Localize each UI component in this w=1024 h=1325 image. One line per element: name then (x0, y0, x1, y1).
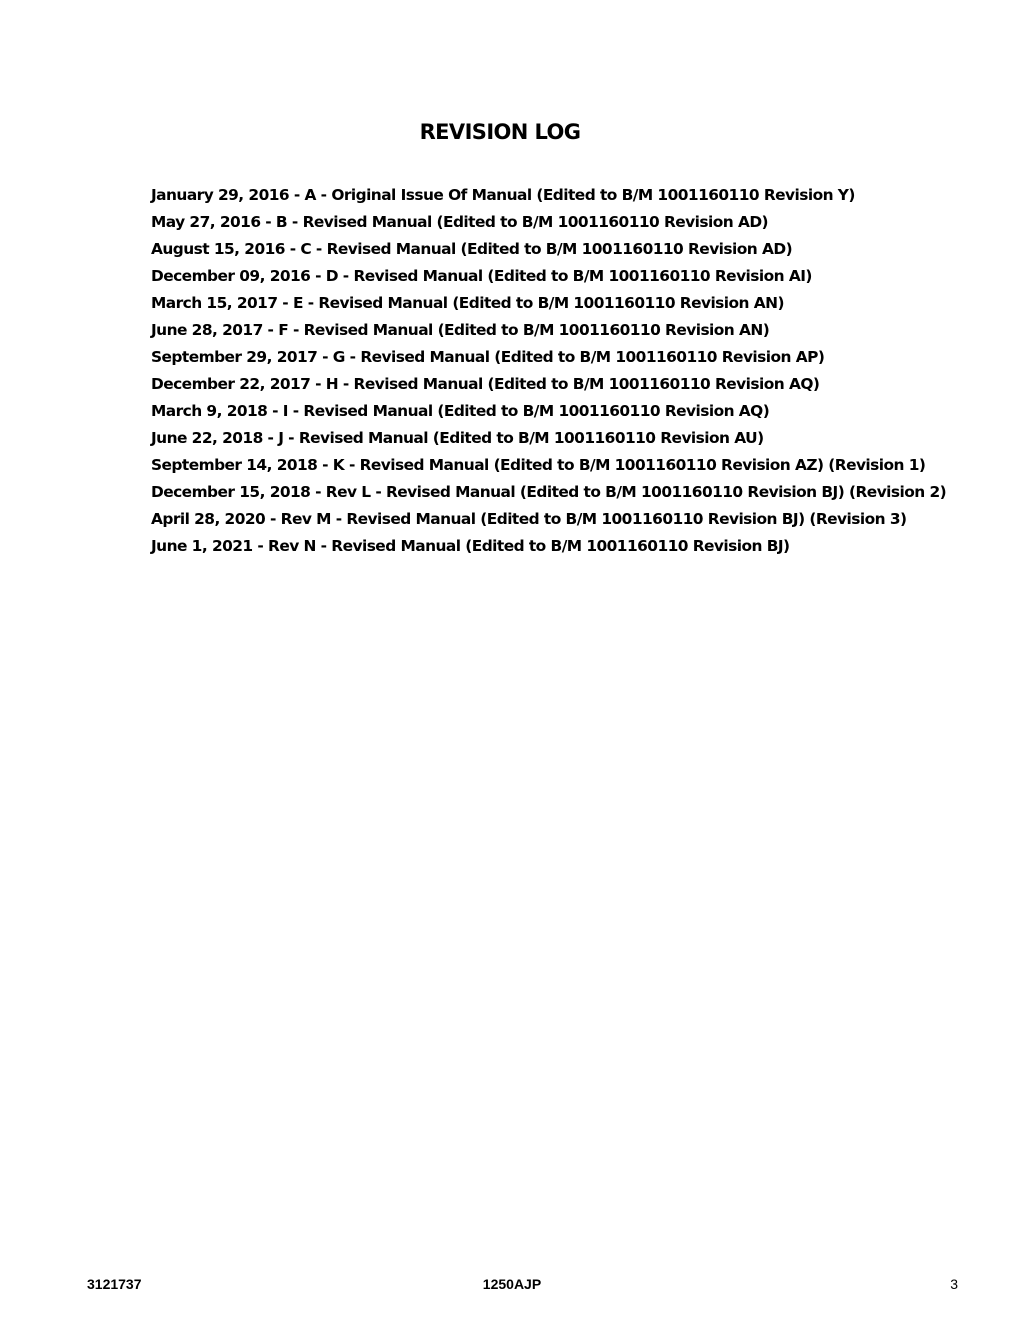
revision-entry: September 29, 2017 - G - Revised Manual (Edited to B/M 1001160110 Revision AP) (151, 348, 825, 366)
revision-entry: December 22, 2017 - H - Revised Manual (Edited to B/M 1001160110 Revision AQ) (151, 375, 820, 393)
footer-doc-number: 3121737 (87, 1276, 142, 1292)
revision-entry: December 09, 2016 - D - Revised Manual (Edited to B/M 1001160110 Revision AI) (151, 267, 812, 285)
revision-entry: June 1, 2021 - Rev N - Revised Manual (Edited to B/M 1001160110 Revision BJ) (151, 537, 790, 555)
revision-entry: December 15, 2018 - Rev L - Revised Manual (Edited to B/M 1001160110 Revision BJ) (Revision 2) (151, 483, 947, 501)
revision-entry: March 15, 2017 - E - Revised Manual (Edited to B/M 1001160110 Revision AN) (151, 294, 784, 312)
revision-entry: June 28, 2017 - F - Revised Manual (Edited to B/M 1001160110 Revision AN) (151, 321, 770, 339)
revision-entry: April 28, 2020 - Rev M - Revised Manual (Edited to B/M 1001160110 Revision BJ) (Revision 3) (151, 510, 907, 528)
revision-entry: August 15, 2016 - C - Revised Manual (Edited to B/M 1001160110 Revision AD) (151, 240, 793, 258)
revision-entry: September 14, 2018 - K - Revised Manual (Edited to B/M 1001160110 Revision AZ) (Revision 1) (151, 456, 926, 474)
revision-log-list (151, 182, 946, 560)
page-title: REVISION LOG (419, 120, 581, 144)
revision-entry: June 22, 2018 - J - Revised Manual (Edited to B/M 1001160110 Revision AU) (151, 429, 764, 447)
footer-model: 1250AJP (482, 1276, 542, 1292)
revision-entry: May 27, 2016 - B - Revised Manual (Edited to B/M 1001160110 Revision AD) (151, 213, 769, 231)
revision-entry: March 9, 2018 - I - Revised Manual (Edited to B/M 1001160110 Revision AQ) (151, 402, 770, 420)
footer-page-number: 3 (950, 1276, 958, 1292)
revision-entry: January 29, 2016 - A - Original Issue Of Manual (Edited to B/M 1001160110 Revision Y) (151, 186, 855, 204)
